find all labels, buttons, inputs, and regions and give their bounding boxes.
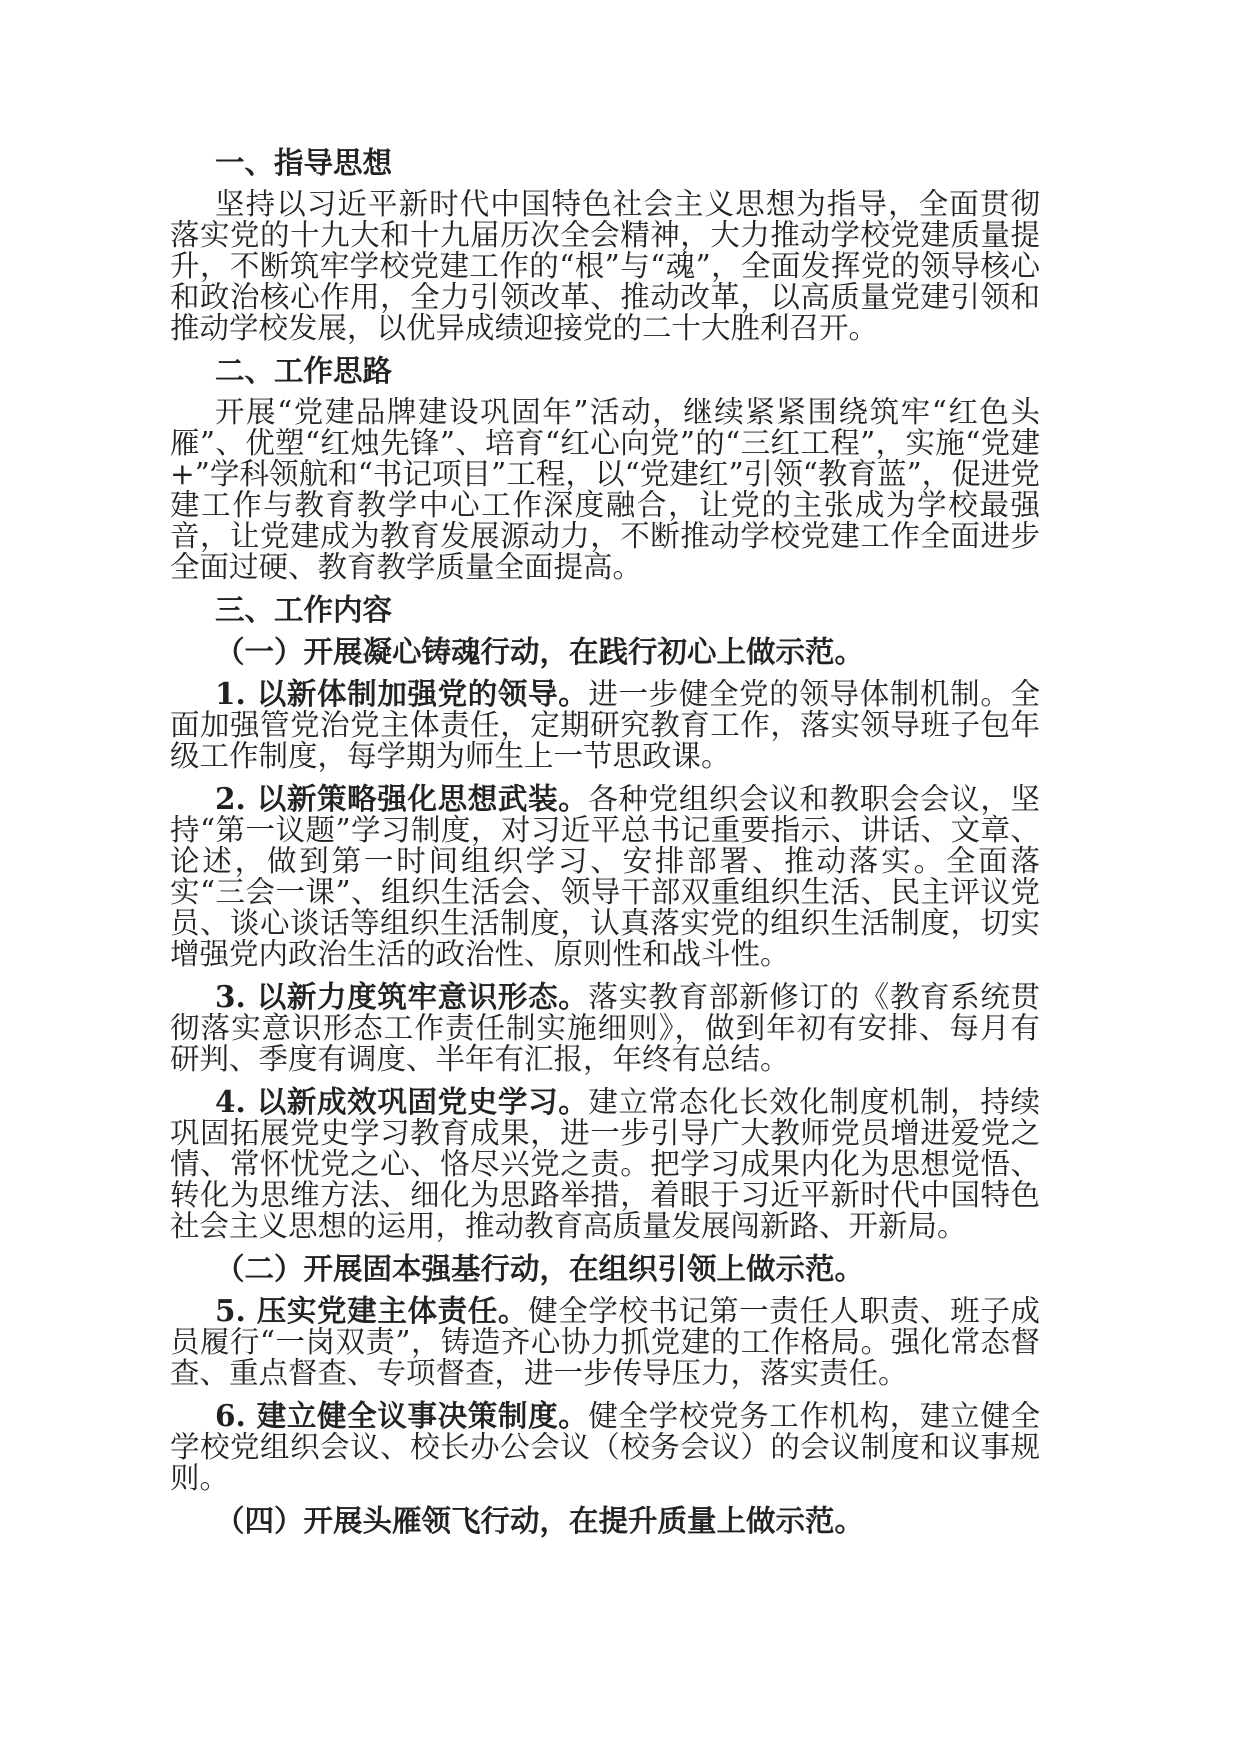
item-body: 进一步健全党的领导体制机制。全面加强管党治党主体责任，定期研究教育工作，落实领导班子包年级工作制度，每学期为师生上一节思政课。 bbox=[170, 677, 1040, 773]
item-body: 健全学校党务工作机构，建立健全学校党组织会议、校长办公会议（校务会议）的会议制度和议事规则。 bbox=[170, 1399, 1040, 1495]
paragraph-work-approach: 开展“党建品牌建设巩固年”活动，继续紧紧围绕筑牢“红色头雁”、优塑“红烛先锋”、培育“红心向党”的“三红工程”，实施“党建+”学科领航和“书记项目”工程，以“党建红”引领“教育蓝”，促进党建工作与教育教学中心工作深度融合，让党的主张成为学校最强音，让党建成为教育发展源动力，不断推动学校党建工作全面进步全面过硬、教育教学质量全面提高。 bbox=[170, 395, 1040, 584]
list-item-4 bbox=[170, 1086, 1040, 1242]
item-title: 5. 压实党建主体责任。 bbox=[215, 1293, 529, 1328]
subheading-1: （一）开展凝心铸魂行动，在践行初心上做示范。 bbox=[215, 634, 865, 669]
item-title: 3. 以新力度筑牢意识形态。 bbox=[215, 979, 589, 1014]
list-item-5 bbox=[170, 1295, 1040, 1389]
item-title: 4. 以新成效巩固党史学习。 bbox=[215, 1084, 589, 1119]
document-page bbox=[170, 147, 1040, 1547]
heading-guiding-thought: 一、指导思想 bbox=[215, 145, 393, 180]
subheading-2: （二）开展固本强基行动，在组织引领上做示范。 bbox=[215, 1251, 865, 1286]
list-item-1 bbox=[170, 678, 1040, 772]
list-item-2 bbox=[170, 783, 1040, 970]
subheading-4: （四）开展头雁领飞行动，在提升质量上做示范。 bbox=[215, 1503, 865, 1538]
paragraph-guiding-thought: 坚持以习近平新时代中国特色社会主义思想为指导，全面贯彻落实党的十九大和十九届历次全会精神，大力推动学校党建质量提升，不断筑牢学校党建工作的“根”与“魂”，全面发挥党的领导核心和政治核心作用，全力引领改革、推动改革，以高质量党建引领和推动学校发展，以优异成绩迎接党的二十大胜利召开。 bbox=[170, 187, 1040, 345]
item-title: 1. 以新体制加强党的领导。 bbox=[215, 676, 589, 711]
item-title: 6. 建立健全议事决策制度。 bbox=[215, 1398, 589, 1433]
list-item-6 bbox=[170, 1400, 1040, 1494]
heading-work-approach: 二、工作思路 bbox=[215, 353, 393, 388]
item-body: 各种党组织会议和教职会会议，坚持“第一议题”学习制度，对习近平总书记重要指示、讲话、文章、论述，做到第一时间组织学习、安排部署、推动落实。全面落实“三会一课”、组织生活会、领导干部双重组织生活、民主评议党员、谈心谈话等组织生活制度，认真落实党的组织生活制度，切实增强党内政治生活的政治性、原则性和战斗性。 bbox=[170, 782, 1040, 971]
heading-work-content: 三、工作内容 bbox=[215, 592, 393, 627]
item-body: 健全学校书记第一责任人职责、班子成员履行“一岗双责”，铸造齐心协力抓党建的工作格局。强化常态督查、重点督查、专项督查，进一步传导压力，落实责任。 bbox=[170, 1294, 1040, 1390]
list-item-3 bbox=[170, 981, 1040, 1075]
item-body: 建立常态化长效化制度机制，持续巩固拓展党史学习教育成果，进一步引导广大教师党员增进爱党之情、常怀忧党之心、恪尽兴党之责。把学习成果内化为思想觉悟、转化为思维方法、细化为思路举措，着眼于习近平新时代中国特色社会主义思想的运用，推动教育高质量发展闯新路、开新局。 bbox=[170, 1085, 1040, 1243]
item-body: 落实教育部新修订的《教育系统贯彻落实意识形态工作责任制实施细则》，做到年初有安排、每月有研判、季度有调度、半年有汇报，年终有总结。 bbox=[170, 980, 1040, 1076]
item-title: 2. 以新策略强化思想武装。 bbox=[215, 781, 589, 816]
